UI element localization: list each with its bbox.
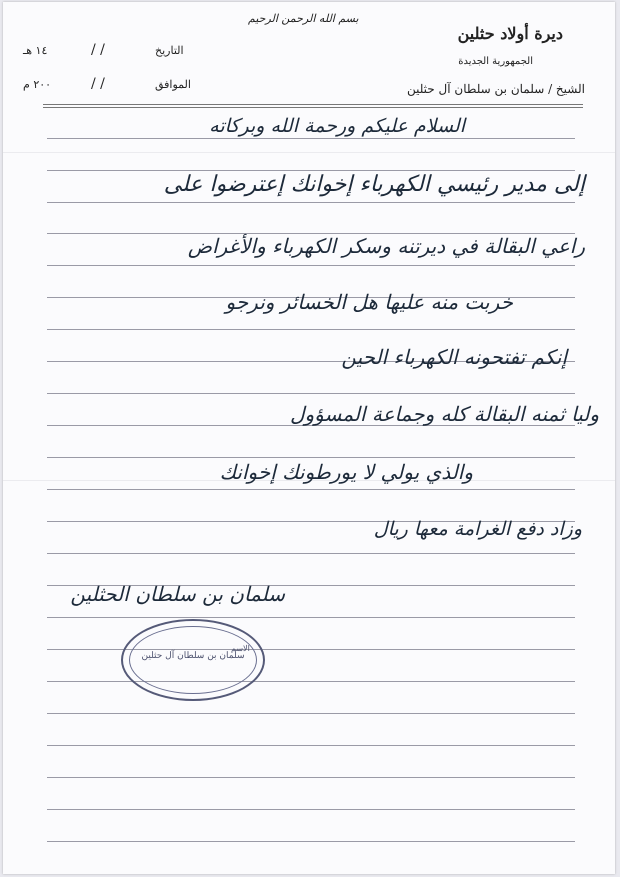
ruled-line bbox=[47, 170, 575, 171]
district-name: الجمهورية الجديدة bbox=[458, 56, 533, 67]
paper-fold-line bbox=[3, 152, 615, 153]
ruled-line bbox=[47, 713, 575, 714]
signature: سلمان بن سلطان الحثلين bbox=[70, 582, 285, 606]
sheikh-name: الشيخ / سلمان بن سلطان آل حثلين bbox=[406, 82, 585, 96]
date-label: التاريخ bbox=[155, 44, 184, 57]
stamp-text: سلمان بن سلطان آل حثلين bbox=[141, 651, 245, 661]
official-stamp bbox=[121, 619, 265, 701]
header-rule bbox=[43, 107, 583, 108]
letter-line: والذي يولي لا يورطونك إخوانك bbox=[219, 460, 473, 484]
ruled-line bbox=[47, 745, 575, 746]
ruled-line bbox=[47, 841, 575, 842]
letter-line: إنكم تفتحونه الكهرباء الحين bbox=[341, 345, 567, 369]
organization-name: ديرة أولاد حثلين bbox=[457, 24, 563, 43]
ruled-line bbox=[47, 553, 575, 554]
ruled-line bbox=[47, 777, 575, 778]
basmala: بسم الله الرحمن الرحيم bbox=[248, 12, 359, 25]
stamp-name-label: الاسم bbox=[231, 644, 250, 653]
ruled-line bbox=[47, 617, 575, 618]
date-slashes: / / bbox=[91, 42, 105, 58]
date-value: ١٤ هـ bbox=[23, 44, 48, 57]
confirm-date-slashes: / / bbox=[91, 76, 105, 92]
ruled-line bbox=[47, 489, 575, 490]
ruled-line bbox=[47, 138, 575, 139]
ruled-line bbox=[47, 265, 575, 266]
confirm-date-label: الموافق bbox=[155, 78, 191, 91]
ruled-line bbox=[47, 809, 575, 810]
header-rule bbox=[43, 104, 583, 105]
letter-line: وليا ثمنه البقالة كله وجماعة المسؤول bbox=[289, 402, 599, 426]
letter-line: إلى مدير رئيسي الكهرباء إخوانك إعترضوا على bbox=[163, 172, 585, 197]
confirm-date-value: ٢٠٠ م bbox=[23, 78, 52, 91]
ruled-line bbox=[47, 202, 575, 203]
ruled-line bbox=[47, 393, 575, 394]
ruled-line bbox=[47, 457, 575, 458]
letter-greeting: السلام عليكم ورحمة الله وبركاته bbox=[209, 115, 465, 137]
ruled-line bbox=[47, 681, 575, 682]
letter-line: راعي البقالة في ديرتنه وسكر الكهرباء والأغراض bbox=[187, 234, 585, 258]
letter-page bbox=[3, 2, 615, 874]
letter-line: وزاد دفع الغرامة معها ريال bbox=[373, 518, 582, 540]
letter-line: خربت منه عليها هل الخسائر ونرجو bbox=[225, 290, 513, 314]
ruled-line bbox=[47, 329, 575, 330]
